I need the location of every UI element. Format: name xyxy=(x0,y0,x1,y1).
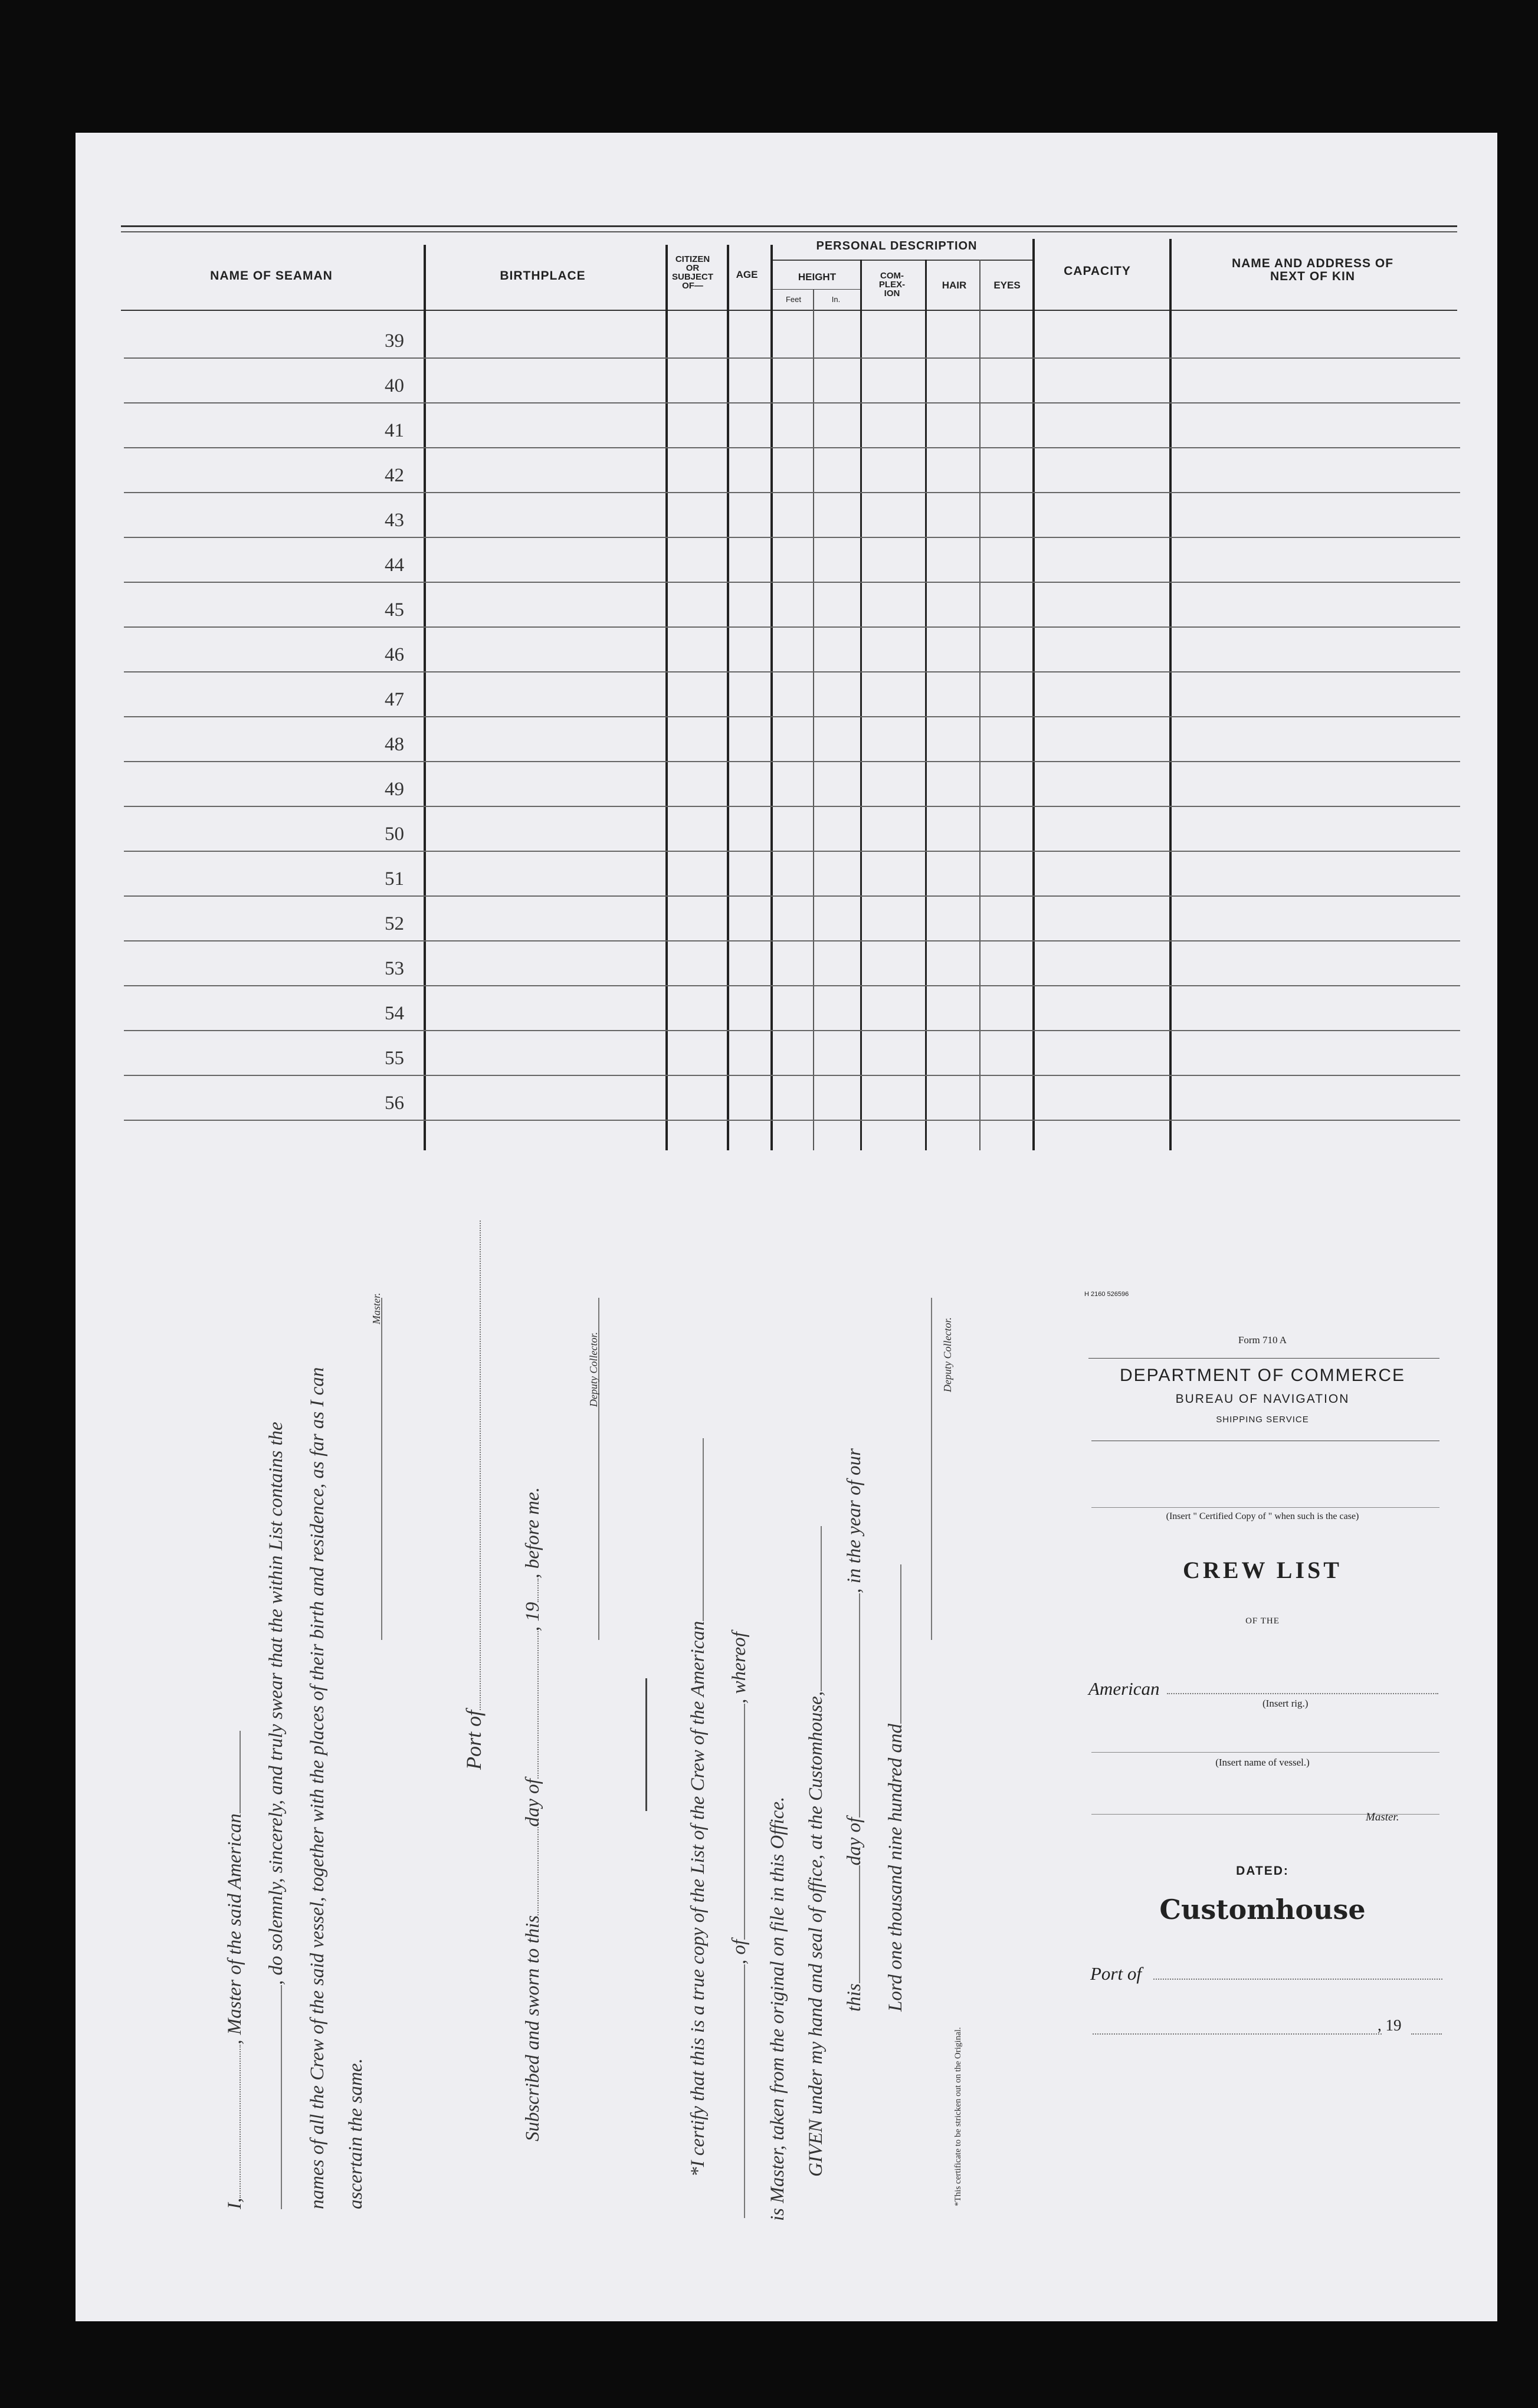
row-rule xyxy=(124,716,1460,717)
row-rule xyxy=(124,492,1460,493)
col-rule-height xyxy=(860,260,862,1150)
insert-vessel: (Insert name of vessel.) xyxy=(1215,1757,1310,1768)
american-line: American xyxy=(1088,1678,1160,1699)
personal-description-rule xyxy=(773,260,1032,261)
row-number: 56 xyxy=(385,1093,404,1114)
row-rule xyxy=(124,1120,1460,1121)
oath-line-2: , do solemnly, sincerely, and truly swear that the within List contains the xyxy=(265,1422,287,2209)
insert-rig: (Insert rig.) xyxy=(1262,1698,1309,1709)
certificate-deputy-collector: Deputy Collector. xyxy=(942,1317,953,1392)
row-rule xyxy=(124,402,1460,403)
header-next-of-kin: NAME AND ADDRESS OF NEXT OF KIN xyxy=(1231,257,1394,283)
header-personal-description: PERSONAL DESCRIPTION xyxy=(816,240,978,252)
certificate-port-blank xyxy=(744,1704,745,1940)
crew-list-title: CREW LIST xyxy=(1183,1557,1342,1583)
row-rule xyxy=(124,985,1460,986)
col-rule-capacity xyxy=(1169,239,1172,1150)
certificate-customhouse-blank xyxy=(821,1526,822,1691)
row-number: 45 xyxy=(385,599,404,621)
header-top-rule-2 xyxy=(121,231,1457,232)
row-rule xyxy=(124,761,1460,762)
of-the: OF THE xyxy=(1245,1616,1280,1626)
master-signature-blank xyxy=(381,1298,382,1640)
certificate-line-3: is Master, taken from the original on file in this Office. xyxy=(767,1796,788,2221)
header-inches: In. xyxy=(831,295,841,304)
row-number: 55 xyxy=(385,1048,404,1069)
customhouse-label: Customhouse xyxy=(1159,1894,1366,1925)
row-rule xyxy=(124,671,1460,672)
row-number: 49 xyxy=(385,779,404,800)
department: DEPARTMENT OF COMMERCE xyxy=(1119,1366,1406,1385)
row-number: 53 xyxy=(385,958,404,979)
row-rule xyxy=(124,895,1460,897)
row-rule xyxy=(124,940,1460,941)
subscribed-year-blank xyxy=(536,1579,539,1602)
header-complexion: COM- PLEX- ION xyxy=(878,271,906,298)
section-divider xyxy=(645,1678,647,1811)
insert-certified-note: (Insert " Certified Copy of " when such is the case) xyxy=(1166,1511,1359,1521)
header-age: AGE xyxy=(736,269,758,280)
cover-port-blank xyxy=(1153,1977,1442,1980)
col-rule-age xyxy=(770,245,773,1150)
header-top-rule xyxy=(121,225,1457,227)
header-bottom-rule xyxy=(121,310,1457,311)
col-rule-complexion xyxy=(925,260,927,1150)
certificate-line-5: thisday of, in the year of our xyxy=(844,1448,865,2012)
row-number: 47 xyxy=(385,689,404,710)
row-rule xyxy=(124,1030,1460,1031)
height-rule xyxy=(773,289,861,290)
subscribed-month-blank xyxy=(536,1631,539,1779)
row-number: 48 xyxy=(385,734,404,755)
dated-label: DATED: xyxy=(1236,1864,1289,1878)
row-rule xyxy=(124,537,1460,538)
header-feet: Feet xyxy=(785,295,801,304)
oath-port-of: Port of xyxy=(461,1221,486,1770)
row-number: 39 xyxy=(385,330,404,352)
vessel-name-blank xyxy=(1091,1752,1439,1753)
row-number: 41 xyxy=(385,420,404,441)
master-label: Master. xyxy=(370,1292,382,1324)
row-rule xyxy=(124,806,1460,807)
cover-master-label: Master. xyxy=(1366,1811,1399,1823)
row-number: 52 xyxy=(385,913,404,934)
row-rule xyxy=(124,357,1460,359)
print-code: H 2160 526596 xyxy=(1084,1291,1129,1298)
col-rule-hair xyxy=(979,260,980,1150)
certificate-line-2: , of, whereof xyxy=(729,1632,750,2218)
col-rule-feet xyxy=(813,289,814,1150)
vessel-name-blank xyxy=(281,1985,282,2209)
certificate-line-6: Lord one thousand nine hundred and xyxy=(885,1564,907,2012)
certificate-line-1: *I certify that this is a true copy of the List of the Crew of the American xyxy=(687,1438,709,2177)
row-rule xyxy=(124,447,1460,448)
subscribed-day-blank xyxy=(536,1827,539,1915)
certificate-footnote: *This certificate to be stricken out on the Original. xyxy=(953,2027,963,2206)
col-rule-eyes xyxy=(1032,239,1035,1150)
vessel-rig-blank xyxy=(240,1731,241,1813)
cover-top-rule xyxy=(1088,1358,1439,1359)
row-number: 42 xyxy=(385,465,404,486)
cover-date-blank xyxy=(1093,2032,1382,2035)
master-signature-line xyxy=(366,1298,388,1640)
certificate-line-4: GIVEN under my hand and seal of office, at the Customhouse, xyxy=(805,1526,827,2177)
subscribed-line: Subscribed and sworn to thisday of, 19, before me. xyxy=(522,1487,543,2141)
header-citizen: CITIZEN OR SUBJECT OF— xyxy=(671,254,713,291)
header-birthplace: BIRTHPLACE xyxy=(500,269,586,283)
header-capacity: CAPACITY xyxy=(1064,264,1131,278)
certificate-collector-blank xyxy=(931,1298,932,1640)
cover-port-of: Port of xyxy=(1090,1963,1142,1984)
row-number: 54 xyxy=(385,1003,404,1024)
cover-year: , 19 xyxy=(1378,2016,1402,2034)
service: SHIPPING SERVICE xyxy=(1216,1415,1309,1425)
col-rule-birthplace xyxy=(665,245,668,1150)
row-number: 51 xyxy=(385,868,404,890)
certificate-year-blank xyxy=(900,1564,901,1724)
american-blank xyxy=(1167,1692,1438,1694)
col-rule-citizen xyxy=(727,245,729,1150)
oath-port-blank xyxy=(478,1221,481,1710)
header-name-of-seaman: NAME OF SEAMAN xyxy=(210,269,333,283)
header-height: HEIGHT xyxy=(798,271,837,283)
row-number: 50 xyxy=(385,824,404,845)
col-rule-name xyxy=(424,245,426,1150)
oath-line-3: names of all the Crew of the said vessel, together with the places of their birth and residence, as far as I can xyxy=(307,1367,328,2209)
row-number: 46 xyxy=(385,644,404,665)
form-number: Form 710 A xyxy=(1238,1334,1287,1346)
certificate-collector-line xyxy=(916,1298,937,1640)
header-hair: HAIR xyxy=(942,280,967,291)
certificate-month-blank xyxy=(859,1593,860,1818)
certificate-day-blank xyxy=(859,1865,860,1983)
header-eyes: EYES xyxy=(993,280,1021,291)
certificate-vessel-blank xyxy=(744,1964,745,2218)
master-name-blank xyxy=(238,2045,241,2198)
certified-copy-blank xyxy=(1091,1507,1439,1508)
row-rule xyxy=(124,851,1460,852)
deputy-collector-label: Deputy Collector. xyxy=(588,1332,599,1407)
row-number: 40 xyxy=(385,375,404,396)
row-rule xyxy=(124,1075,1460,1076)
row-number: 43 xyxy=(385,510,404,531)
bureau: BUREAU OF NAVIGATION xyxy=(1175,1392,1350,1406)
oath-line-4: ascertain the same. xyxy=(345,2058,366,2209)
oath-line-1: I,, Master of the said American xyxy=(224,1731,246,2209)
certificate-rig-blank xyxy=(703,1438,704,1621)
row-rule xyxy=(124,582,1460,583)
row-rule xyxy=(124,626,1460,628)
row-number: 44 xyxy=(385,555,404,576)
cover-year-blank xyxy=(1411,2032,1442,2035)
